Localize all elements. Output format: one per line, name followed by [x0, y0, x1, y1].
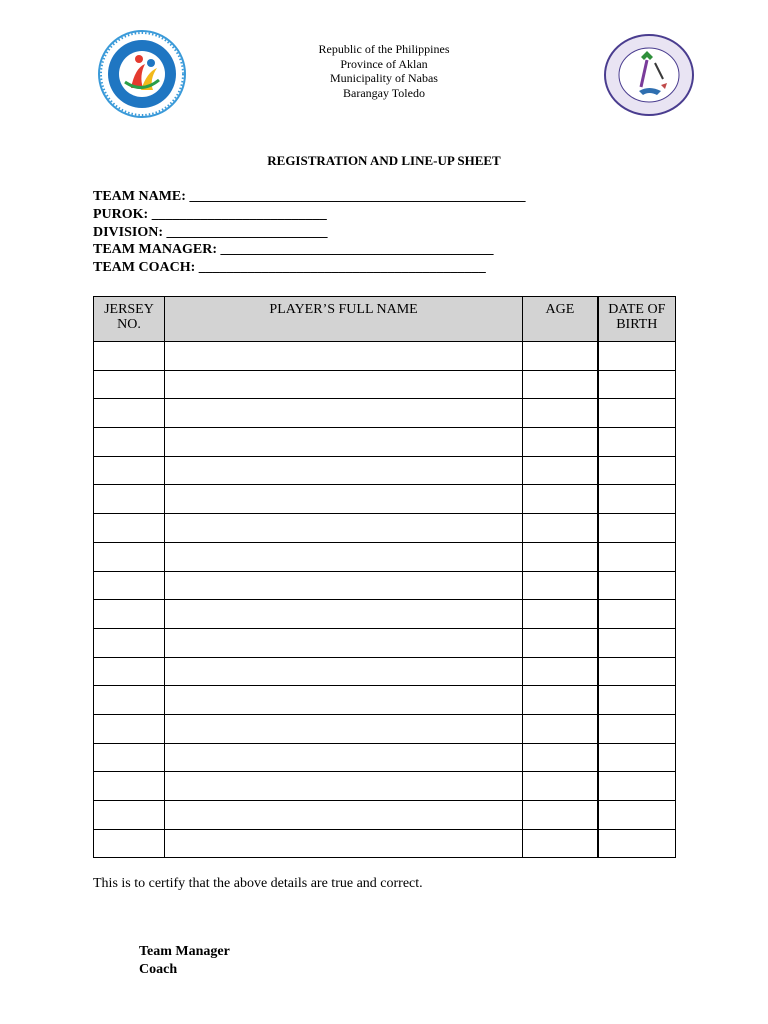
toledo-barangay-council-logo [603, 33, 695, 117]
name-cell[interactable] [164, 743, 522, 772]
dob-cell[interactable] [598, 571, 676, 600]
division-field[interactable] [93, 224, 525, 242]
age-cell[interactable] [523, 342, 598, 371]
jersey-cell[interactable] [94, 628, 165, 657]
table-row [94, 514, 676, 543]
jersey-cell[interactable] [94, 571, 165, 600]
table-row [94, 399, 676, 428]
age-cell[interactable] [523, 628, 598, 657]
table-row [94, 342, 676, 371]
purok-blank[interactable]: _________________________ [151, 206, 327, 222]
date-of-birth-header [598, 297, 676, 342]
division-blank[interactable]: _______________________ [166, 224, 328, 240]
dob-cell[interactable] [598, 342, 676, 371]
team-manager-signatory: Team Manager [139, 944, 230, 959]
age-cell[interactable] [523, 370, 598, 399]
team-name-field[interactable] [93, 188, 525, 206]
name-cell[interactable] [164, 657, 522, 686]
age-cell[interactable] [523, 743, 598, 772]
age-cell[interactable] [523, 514, 598, 543]
dob-cell[interactable] [598, 399, 676, 428]
name-cell[interactable] [164, 628, 522, 657]
age-cell[interactable] [523, 428, 598, 457]
table-row [94, 686, 676, 715]
jersey-header-line2: NO. [117, 317, 141, 332]
dob-cell[interactable] [598, 772, 676, 801]
table-row [94, 628, 676, 657]
age-cell[interactable] [523, 801, 598, 830]
table-row [94, 600, 676, 629]
age-cell[interactable] [523, 542, 598, 571]
table-row [94, 485, 676, 514]
team-name-blank[interactable]: ________________________________________________ [189, 189, 526, 204]
jersey-no-header [94, 297, 165, 342]
age-header: AGE [523, 297, 598, 342]
dob-cell[interactable] [598, 628, 676, 657]
table-row [94, 743, 676, 772]
table-row [94, 456, 676, 485]
name-cell[interactable] [164, 829, 522, 858]
team-info-fields [93, 188, 525, 277]
dob-cell[interactable] [598, 428, 676, 457]
dob-cell[interactable] [598, 829, 676, 858]
table-row [94, 370, 676, 399]
team-manager-label: TEAM MANAGER: [93, 242, 218, 258]
age-cell[interactable] [523, 714, 598, 743]
age-cell[interactable] [523, 456, 598, 485]
team-coach-blank[interactable]: _________________________________________ [198, 260, 486, 276]
jersey-cell[interactable] [94, 686, 165, 715]
table-row [94, 801, 676, 830]
jersey-cell[interactable] [94, 485, 165, 514]
name-cell[interactable] [164, 542, 522, 571]
name-cell[interactable] [164, 686, 522, 715]
jersey-cell[interactable] [94, 370, 165, 399]
jersey-cell[interactable] [94, 456, 165, 485]
team-coach-field[interactable] [93, 259, 525, 277]
team-manager-blank[interactable]: _______________________________________ [220, 242, 494, 258]
lineup-header-row [94, 297, 676, 342]
age-cell[interactable] [523, 686, 598, 715]
dob-cell[interactable] [598, 743, 676, 772]
table-row [94, 772, 676, 801]
dob-cell[interactable] [598, 542, 676, 571]
jersey-cell[interactable] [94, 399, 165, 428]
jersey-cell[interactable] [94, 428, 165, 457]
lineup-body [94, 342, 676, 858]
jersey-cell[interactable] [94, 743, 165, 772]
jersey-cell[interactable] [94, 514, 165, 543]
age-cell[interactable] [523, 571, 598, 600]
age-cell[interactable] [523, 829, 598, 858]
age-cell[interactable] [523, 485, 598, 514]
name-cell[interactable] [164, 456, 522, 485]
purok-field[interactable] [93, 206, 525, 224]
dob-cell[interactable] [598, 801, 676, 830]
table-row [94, 829, 676, 858]
table-row [94, 542, 676, 571]
name-cell[interactable] [164, 342, 522, 371]
dob-header-line1: DATE OF [608, 302, 666, 317]
name-cell[interactable] [164, 571, 522, 600]
jersey-cell[interactable] [94, 542, 165, 571]
age-cell[interactable] [523, 399, 598, 428]
age-cell[interactable] [523, 600, 598, 629]
dob-cell[interactable] [598, 714, 676, 743]
sheet-title: REGISTRATION AND LINE-UP SHEET [267, 153, 501, 168]
table-row [94, 714, 676, 743]
purok-label: PUROK: [93, 206, 149, 222]
table-row [94, 571, 676, 600]
name-cell[interactable] [164, 514, 522, 543]
team-manager-field[interactable] [93, 241, 525, 259]
jersey-header-line1: JERSEY [104, 302, 154, 317]
age-cell[interactable] [523, 657, 598, 686]
dob-cell[interactable] [598, 514, 676, 543]
header-municipality: Municipality of Nabas [330, 71, 438, 86]
table-row [94, 428, 676, 457]
dob-cell[interactable] [598, 370, 676, 399]
header-province: Province of Aklan [340, 56, 428, 71]
jersey-cell[interactable] [94, 342, 165, 371]
jersey-cell[interactable] [94, 801, 165, 830]
team-name-label: TEAM NAME: [93, 189, 186, 204]
name-cell[interactable] [164, 801, 522, 830]
header-republic: Republic of the Philippines [318, 42, 450, 56]
name-cell[interactable] [164, 370, 522, 399]
government-header [250, 42, 518, 100]
sangguniang-kabataan-logo [95, 30, 189, 118]
name-cell[interactable] [164, 485, 522, 514]
name-cell[interactable] [164, 772, 522, 801]
header-barangay: Barangay Toledo [343, 85, 425, 100]
jersey-cell[interactable] [94, 657, 165, 686]
table-row [94, 657, 676, 686]
coach-signatory: Coach [139, 962, 178, 977]
division-label: DIVISION: [93, 224, 164, 240]
name-cell[interactable] [164, 600, 522, 629]
name-cell[interactable] [164, 714, 522, 743]
lineup-table [93, 296, 676, 858]
signatories [139, 943, 230, 979]
dob-cell[interactable] [598, 657, 676, 686]
jersey-cell[interactable] [94, 600, 165, 629]
age-cell[interactable] [523, 772, 598, 801]
dob-cell[interactable] [598, 600, 676, 629]
dob-cell[interactable] [598, 456, 676, 485]
name-cell[interactable] [164, 428, 522, 457]
player-name-header: PLAYER’S FULL NAME [164, 297, 522, 342]
name-cell[interactable] [164, 399, 522, 428]
dob-header-line2: BIRTH [616, 317, 658, 332]
team-coach-label: TEAM COACH: [93, 260, 196, 276]
jersey-cell[interactable] [94, 772, 165, 801]
dob-cell[interactable] [598, 686, 676, 715]
jersey-cell[interactable] [94, 829, 165, 858]
jersey-cell[interactable] [94, 714, 165, 743]
certification-statement: This is to certify that the above details are true and correct. [93, 876, 423, 891]
dob-cell[interactable] [598, 485, 676, 514]
